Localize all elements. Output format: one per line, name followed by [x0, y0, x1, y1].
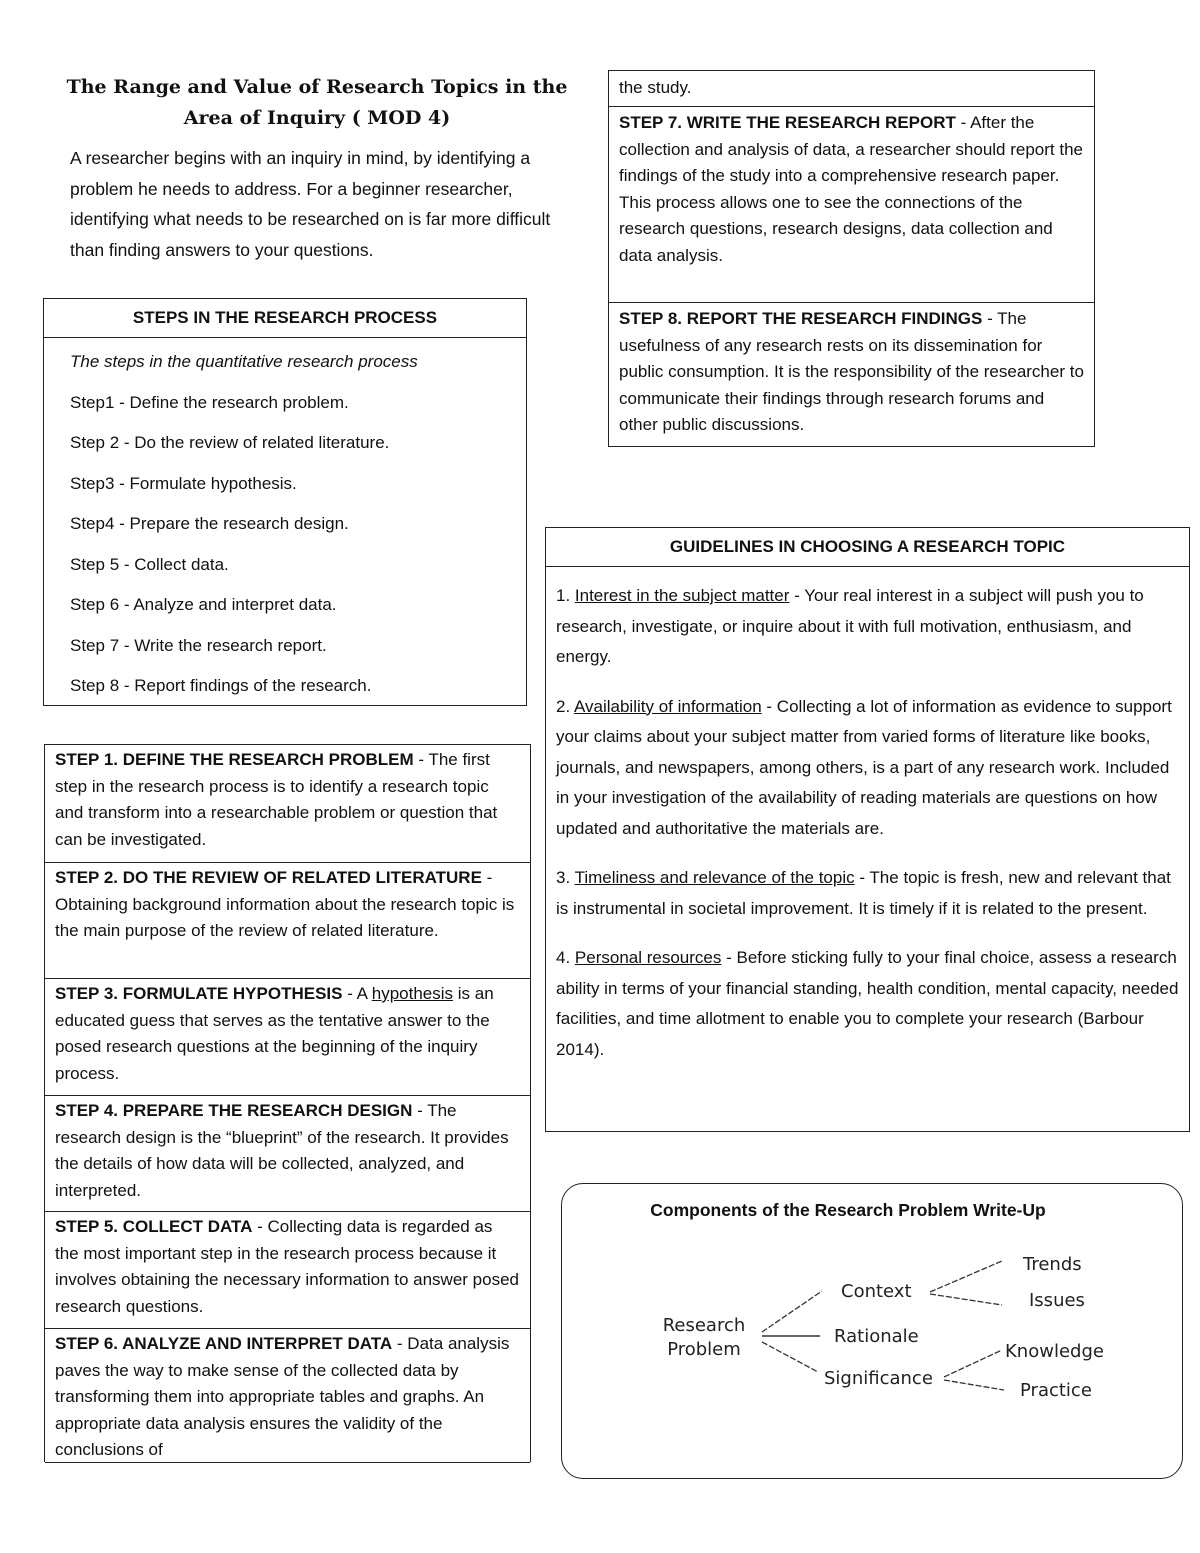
node-rationale: Rationale	[834, 1326, 919, 1347]
connector-line	[944, 1350, 1002, 1377]
title-line-2: Area of Inquiry ( MOD 4)	[183, 107, 451, 129]
guideline-3-number: 3.	[556, 868, 575, 887]
diagram-title: Components of the Research Problem Write-Up	[650, 1200, 1046, 1220]
guidelines-box	[545, 527, 1190, 1132]
node-research: Research	[662, 1315, 746, 1336]
list-item	[556, 581, 1181, 673]
connector-line	[930, 1261, 1002, 1292]
step-details-table	[44, 744, 531, 1462]
list-item: Step4 - Prepare the research design.	[70, 514, 349, 533]
step-8-cell	[609, 303, 1094, 445]
step-6-continued-cell	[609, 71, 1094, 107]
step-details-continued	[608, 70, 1095, 447]
step-6-heading: STEP 6. ANALYZE AND INTERPRET DATA	[55, 1334, 393, 1353]
guideline-2-term: Availability of information	[573, 696, 762, 716]
guideline-4-term: Personal resources	[574, 948, 722, 967]
guideline-3-term: Timeliness and relevance of the topic	[574, 868, 855, 887]
list-item: Step 2 - Do the review of related literature.	[70, 433, 390, 452]
steps-box-heading: STEPS IN THE RESEARCH PROCESS	[44, 299, 526, 338]
step-3-heading: STEP 3. FORMULATE HYPOTHESIS	[55, 984, 343, 1003]
list-item	[556, 692, 1181, 845]
list-item: Step1 - Define the research problem.	[70, 392, 349, 412]
guideline-1-text: - Your real interest in a subject will push you to research, investigate, or inquire about it with full motivation, enthusiasm, and energy.	[556, 586, 1144, 666]
guideline-2-text: - Collecting a lot of information as evidence to support your claims about your subject matter from varied forms of literature like books, journals, and newspapers, among others, is a part of any research work. Included in your investigation of the availability of reading materials are questions on how updated and authoritative the materials are.	[556, 696, 1172, 838]
step-2-cell	[45, 863, 530, 979]
step-8-text: - The usefulness of any research rests on its dissemination for public consumption. It is the responsibility of the researcher to communicate their findings through research forums and other public discussions.	[619, 309, 1084, 434]
connector-line	[930, 1294, 1002, 1305]
hypothesis-term: hypothesis	[371, 984, 454, 1003]
guideline-3-text: - The topic is fresh, new and relevant that is instrumental in societal improvement. It is timely if it is related to the present.	[556, 868, 1171, 918]
node-trends: Trends	[1023, 1254, 1082, 1275]
step-3-pre: - A	[342, 984, 372, 1003]
step-7-text: - After the collection and analysis of data, a researcher should report the findings of the study into a comprehensive research paper. This process allows one to see the connections of the research questions, research designs, data collection and data analysis.	[619, 113, 1083, 265]
node-significance: Significance	[824, 1368, 933, 1389]
list-item: Step 5 - Collect data.	[70, 554, 229, 574]
guidelines-list	[546, 567, 1189, 1065]
step-6-cell	[45, 1329, 530, 1463]
intro-paragraph: A researcher begins with an inquiry in mind, by identifying a problem he needs to address. For a beginner researcher, identifying what needs to be researched on is far more difficult than finding answers to your questions.	[70, 148, 551, 260]
list-item: Step 7 - Write the research report.	[70, 635, 327, 655]
step-7-cell	[609, 107, 1094, 303]
step-2-heading: STEP 2. DO THE REVIEW OF RELATED LITERATURE	[55, 868, 482, 887]
step-4-text: - The research design is the “blueprint” of the research. It provides the details of how data will be collected, analyzed, and interpreted.	[55, 1101, 509, 1200]
step-5-text: - Collecting data is regarded as the most important step in the research process because it involves obtaining the necessary information to answer posed research questions.	[55, 1217, 519, 1316]
connector-line	[762, 1291, 822, 1332]
steps-subheading: The steps in the quantitative research process	[70, 352, 418, 371]
node-knowledge: Knowledge	[1005, 1341, 1104, 1362]
list-item	[556, 863, 1181, 924]
node-problem: Problem	[667, 1339, 741, 1360]
step-1-text: - The first step in the research process is to identify a research topic and transform into a researchable problem or question that can be investigated.	[55, 750, 498, 849]
guideline-2-number: 2.	[556, 696, 574, 716]
step-2-text: - Obtaining background information about the research topic is the main purpose of the review of related literature.	[55, 868, 515, 940]
node-issues: Issues	[1029, 1290, 1085, 1311]
guideline-1-number: 1.	[556, 586, 575, 605]
connector-line	[762, 1342, 818, 1372]
step-6-continued-text: the study.	[619, 78, 692, 97]
node-context: Context	[841, 1281, 912, 1302]
page-title	[62, 72, 572, 134]
step-8-heading: STEP 8. REPORT THE RESEARCH FINDINGS	[619, 309, 983, 328]
title-line-1: The Range and Value of Research Topics in the	[66, 76, 568, 98]
step-4-cell	[45, 1096, 530, 1212]
diagram-graph	[562, 1184, 1182, 1478]
steps-list	[44, 338, 526, 707]
guideline-4-text: - Before sticking fully to your final choice, assess a research ability in terms of your financial standing, health condition, mental capacity, needed facilities, and time allotment to enable you to complete your research (Barbour 2014).	[556, 948, 1179, 1059]
step-1-heading: STEP 1. DEFINE THE RESEARCH PROBLEM	[55, 750, 414, 769]
step-3-cell	[45, 979, 530, 1096]
step-6-text: - Data analysis paves the way to make sense of the collected data by transforming them into appropriate tables and graphs. An appropriate data analysis ensures the validity of the conclusions of	[55, 1334, 510, 1459]
step-3-text: is an educated guess that serves as the tentative answer to the posed research questions at the beginning of the inquiry process.	[55, 984, 494, 1083]
step-7-heading: STEP 7. WRITE THE RESEARCH REPORT	[619, 113, 956, 132]
connector-line	[944, 1380, 1004, 1390]
components-diagram	[561, 1183, 1183, 1479]
step-1-cell	[45, 745, 530, 863]
guideline-4-number: 4.	[556, 948, 575, 967]
list-item	[556, 943, 1181, 1065]
step-5-heading: STEP 5. COLLECT DATA	[55, 1217, 253, 1236]
list-item: Step 8 - Report findings of the research.	[70, 676, 372, 695]
step-4-heading: STEP 4. PREPARE THE RESEARCH DESIGN	[55, 1101, 413, 1120]
steps-box	[43, 298, 527, 706]
step-5-cell	[45, 1212, 530, 1329]
guideline-1-term: Interest in the subject matter	[574, 586, 790, 605]
list-item: Step 6 - Analyze and interpret data.	[70, 595, 337, 614]
node-practice: Practice	[1020, 1380, 1092, 1401]
guidelines-heading: GUIDELINES IN CHOOSING A RESEARCH TOPIC	[546, 528, 1189, 567]
list-item: Step3 - Formulate hypothesis.	[70, 473, 297, 493]
